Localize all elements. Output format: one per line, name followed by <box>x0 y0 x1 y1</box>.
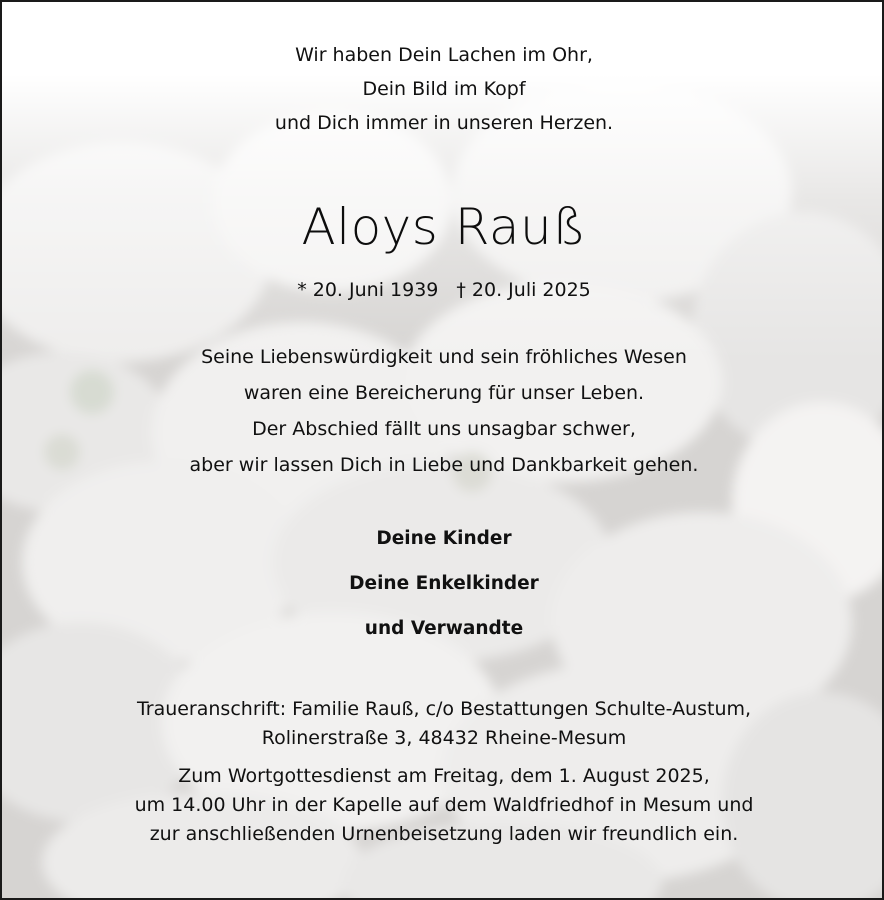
mourner-line: und Verwandte <box>364 618 524 639</box>
mourner-line: Deine Kinder <box>376 528 512 549</box>
poem-line: und Dich immer in unseren Herzen. <box>274 112 614 134</box>
death-date: † 20. Juli 2025 <box>456 279 591 301</box>
birth-date: * 20. Juni 1939 <box>297 279 439 301</box>
service-info-line: um 14.00 Uhr in der Kapelle auf dem Waldfriedhof in Mesum und <box>134 794 754 816</box>
mourner-line: Deine Enkelkinder <box>349 573 539 594</box>
notice-content <box>2 2 884 900</box>
poem-line: Dein Bild im Kopf <box>362 78 526 100</box>
service-info-line: Zum Wortgottesdienst am Freitag, dem 1. August 2025, <box>178 765 710 787</box>
tribute-line: aber wir lassen Dich in Liebe und Dankbarkeit gehen. <box>189 454 699 476</box>
tribute-line: Seine Liebenswürdigkeit und sein fröhliches Wesen <box>201 346 687 368</box>
tribute-line: Der Abschied fällt uns unsagbar schwer, <box>252 418 636 440</box>
mourning-address-line: Rolinerstraße 3, 48432 Rheine-Mesum <box>261 727 627 749</box>
mourning-address-line: Traueranschrift: Familie Rauß, c/o Bestattungen Schulte-Austum, <box>136 698 752 720</box>
service-info-line: zur anschließenden Urnenbeisetzung laden wir freundlich ein. <box>149 823 739 845</box>
deceased-name: Aloys Rauß <box>301 198 587 256</box>
poem-line: Wir haben Dein Lachen im Ohr, <box>295 44 593 66</box>
tribute-line: waren eine Bereicherung für unser Leben. <box>243 382 645 404</box>
life-dates <box>2 279 884 301</box>
